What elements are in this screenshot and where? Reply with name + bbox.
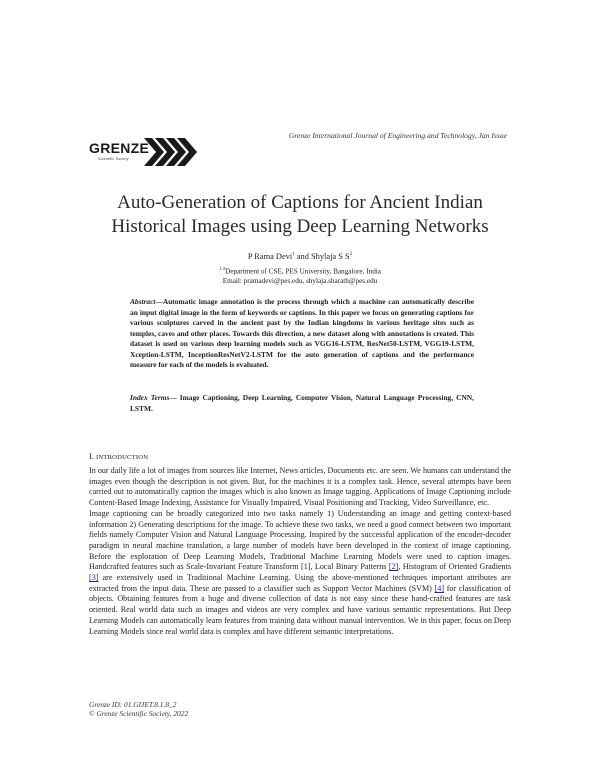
affiliation bbox=[0, 266, 600, 275]
grenze-id: Grenze ID: 01.GIJET.8.1.8_2 bbox=[89, 700, 177, 709]
paragraph-2-text-b: , Histogram of Oriented Gradients bbox=[398, 562, 512, 572]
author-2: Shylaja S S bbox=[311, 252, 350, 261]
logo-word: GRENZE bbox=[89, 140, 150, 156]
author-1-mark: 1 bbox=[292, 252, 295, 258]
abstract-label: Abstract bbox=[130, 297, 156, 306]
paragraph-2-text-a: Image captioning can be broadly categorized into two tasks namely 1) Understanding an image and getting context-based information 2) Generating descriptions for the image. To achieve these two tasks, we need a good connect between two important fields namely Computer Vision and Natural Language Processing. Inspired by the successful application of the encoder-decoder paradigm in neural machine translation, a large number of models have been developed in the context of image captioning. Before the exploration of Deep Learning Models, Traditional Machine Learning Models were used to caption images. Handcrafted features such as Scale-Invariant Feature Transform [1], Local Binary Patterns bbox=[89, 508, 511, 572]
index-terms-text: — Image Captioning, Deep Learning, Computer Vision, Natural Language Processing, CNN, LSTM. bbox=[130, 393, 474, 413]
title-line-2: Historical Images using Deep Learning Networks bbox=[111, 216, 489, 237]
author-2-mark: 2 bbox=[349, 252, 353, 258]
index-terms-label: Index Terms bbox=[130, 393, 170, 402]
author-list bbox=[0, 252, 600, 261]
index-terms bbox=[130, 393, 474, 414]
journal-header: Grenze International Journal of Engineering and Technology, Jan Issue bbox=[288, 131, 507, 140]
author-conjunction: and bbox=[294, 252, 311, 261]
abstract-text: —Automatic image annotation is the process through which a machine can automatically describe an input digital image in the form of keywords or captions. In this paper we focus on generating captions for various sculptures carved in the ancient past by the Indian kingdoms in various heritage sites such as temples, caves and other places. Towards this direction, a new dataset along with annotations is created. This dataset is used on various deep learning models such as VGG16-LSTM, ResNet50-LSTM, VGG19-LSTM, Xception-LSTM, InceptionResNetV2-LSTM for the auto generation of captions and the performance measure for each of the models is evaluated. bbox=[130, 297, 474, 369]
author-1: P Rama Devi bbox=[247, 252, 293, 261]
citation-2-link[interactable]: [2] bbox=[388, 562, 399, 572]
publisher-logo bbox=[89, 134, 209, 170]
affiliation-text: Department of CSE, PES University, Bangalore, India bbox=[225, 267, 381, 276]
affiliation-mark: 1-2 bbox=[219, 266, 226, 271]
introduction-body bbox=[89, 466, 511, 637]
paragraph-2 bbox=[89, 509, 511, 637]
section-title: INTRODUCTION bbox=[95, 454, 149, 461]
citation-3-link[interactable]: [3] bbox=[89, 573, 99, 583]
page-footer bbox=[89, 700, 188, 719]
paragraph-1: In our daily life a lot of images from sources like Internet, News articles, Documents etc. are seen. We humans can understand the images even though the description is not given. But, for the machines it is a complex task. Hence, several attempts have been carried out to automatically caption the images which is also known as Image tagging. Applications of Image Captioning include Content-Based Image Indexing, Assistance for Visually Impaired, Visual Positioning and Tracking, Video Surveillance, etc. bbox=[89, 466, 511, 508]
title-line-1: Auto-Generation of Captions for Ancient Indian bbox=[117, 192, 483, 213]
copyright: © Grenze Scientific Society, 2022 bbox=[89, 709, 189, 719]
author-emails: Email: pramadevi@pes.edu, shylaja.sharath@pes.edu bbox=[222, 277, 378, 285]
section-heading bbox=[89, 452, 148, 461]
abstract bbox=[130, 297, 474, 371]
section-number: I. bbox=[89, 452, 96, 461]
chevron-arrows-icon bbox=[144, 136, 206, 168]
citation-4-link[interactable]: [4] bbox=[434, 583, 445, 593]
logo-tagline: Scientific Society bbox=[98, 157, 129, 161]
paragraph-2-text-c: are extensively used in Traditional Machine Learning. Using the above-mentioned techniques important attributes are extracted from the input data. These are passed to a classifier such as Support Vector Machines (SVM) bbox=[89, 573, 511, 593]
paragraph-2-text-d: for classification of objects. Obtaining features from a huge and diverse collection of data is not easy since these hand-crafted features are task oriented. Real world data such as images and videos are very complex and have various semantic representations. But Deep Learning Models can automatically learn features from training data without manual intervention. We in this paper, focus on Deep Learning Models since real world data is complex and have different semantic interpretations. bbox=[89, 583, 511, 636]
paper-title bbox=[0, 191, 600, 239]
